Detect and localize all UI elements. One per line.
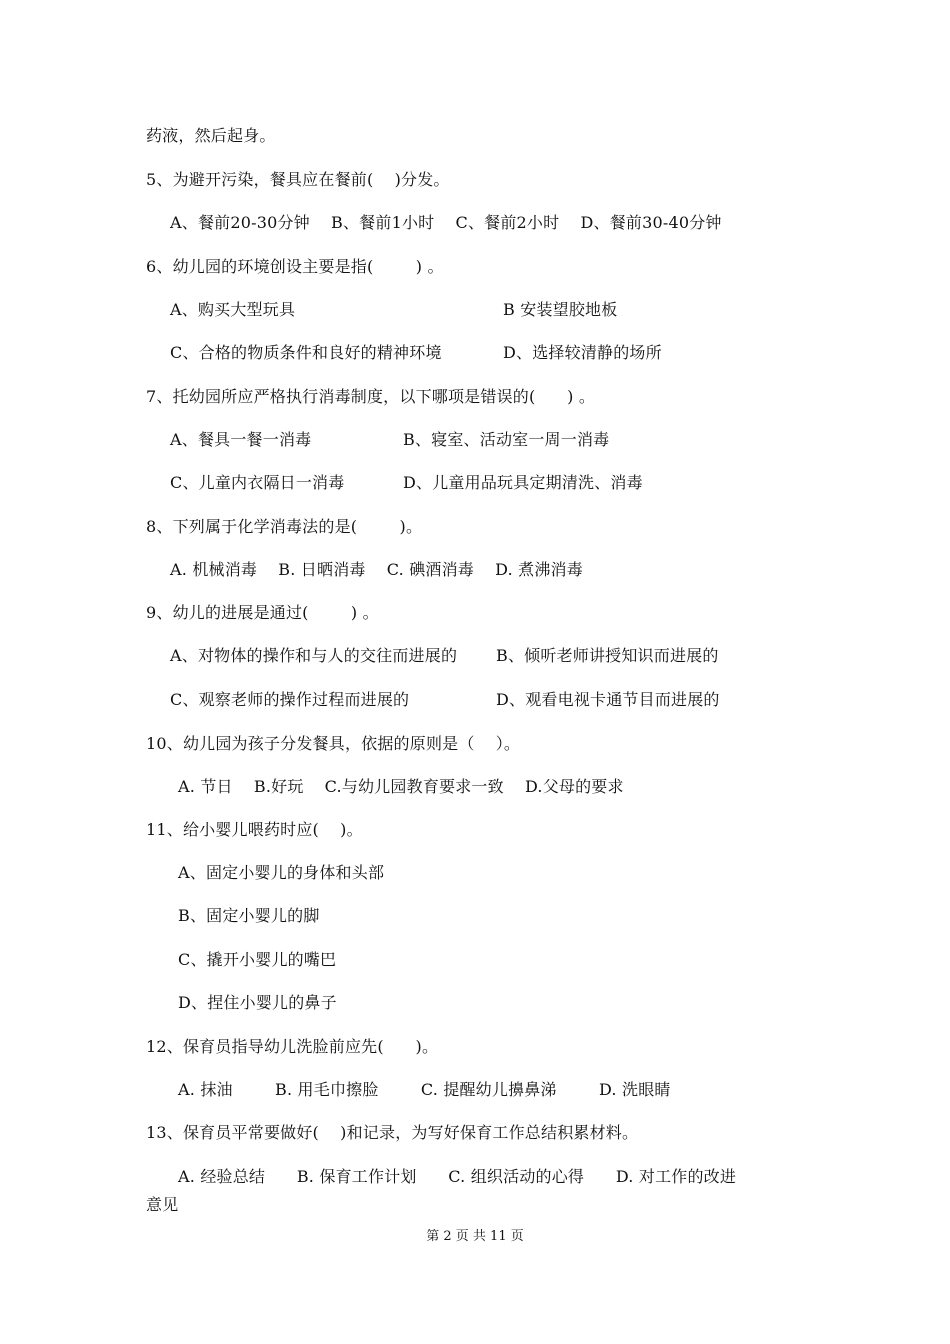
question-9: 9、幼儿的进展是通过( ) 。 [146, 603, 379, 622]
question-9-option-b: B、倾听老师讲授知识而进展的 [496, 646, 719, 665]
question-6: 6、幼儿园的环境创设主要是指( ) 。 [146, 257, 444, 276]
question-10-options: A. 节日 B.好玩 C.与幼儿园教育要求一致 D.父母的要求 [178, 777, 624, 796]
page-footer: 第 2 页 共 11 页 [426, 1229, 524, 1244]
question-12: 12、保育员指导幼儿洗脸前应先( )。 [146, 1037, 439, 1056]
question-7-option-b: B、寝室、活动室一周一消毒 [403, 430, 610, 449]
question-7-option-a: A、餐具一餐一消毒 [170, 430, 312, 449]
question-6-option-b: B 安装望胶地板 [503, 300, 618, 319]
question-5: 5、为避开污染，餐具应在餐前( )分发。 [146, 170, 450, 189]
question-7-option-d: D、儿童用品玩具定期清洗、消毒 [403, 473, 643, 492]
question-8-options: A. 机械消毒 B. 日晒消毒 C. 碘酒消毒 D. 煮沸消毒 [170, 560, 583, 579]
question-11: 11、给小婴儿喂药时应( )。 [146, 820, 363, 839]
question-11-option-a: A、固定小婴儿的身体和头部 [178, 863, 385, 882]
question-13-options: A. 经验总结 B. 保育工作计划 C. 组织活动的心得 D. 对工作的改进 [178, 1167, 737, 1186]
question-12-options: A. 抹油 B. 用毛巾擦脸 C. 提醒幼儿擤鼻涕 D. 洗眼睛 [178, 1080, 671, 1099]
question-7-option-c: C、儿童内衣隔日一消毒 [170, 473, 345, 492]
question-9-option-d: D、观看电视卡通节目而进展的 [496, 690, 720, 709]
question-6-option-a: A、购买大型玩具 [170, 300, 296, 319]
question-5-options: A、餐前20-30分钟 B、餐前1小时 C、餐前2小时 D、餐前30-40分钟 [170, 213, 722, 232]
text-line: 药液，然后起身。 [146, 126, 276, 145]
question-6-option-d: D、选择较清静的场所 [503, 343, 662, 362]
question-13: 13、保育员平常要做好( )和记录，为写好保育工作总结积累材料。 [146, 1123, 639, 1142]
question-11-option-b: B、固定小婴儿的脚 [178, 906, 320, 925]
question-9-option-a: A、对物体的操作和与人的交往而进展的 [170, 646, 458, 665]
question-13-options-cont: 意见 [146, 1195, 179, 1214]
question-8: 8、下列属于化学消毒法的是( )。 [146, 517, 423, 536]
question-10: 10、幼儿园为孩子分发餐具，依据的原则是（ ）。 [146, 734, 521, 753]
question-11-option-d: D、捏住小婴儿的鼻子 [178, 993, 337, 1012]
question-7: 7、托幼园所应严格执行消毒制度，以下哪项是错误的( ) 。 [146, 387, 596, 406]
question-9-option-c: C、观察老师的操作过程而进展的 [170, 690, 410, 709]
question-11-option-c: C、撬开小婴儿的嘴巴 [178, 950, 337, 969]
question-6-option-c: C、合格的物质条件和良好的精神环境 [170, 343, 442, 362]
